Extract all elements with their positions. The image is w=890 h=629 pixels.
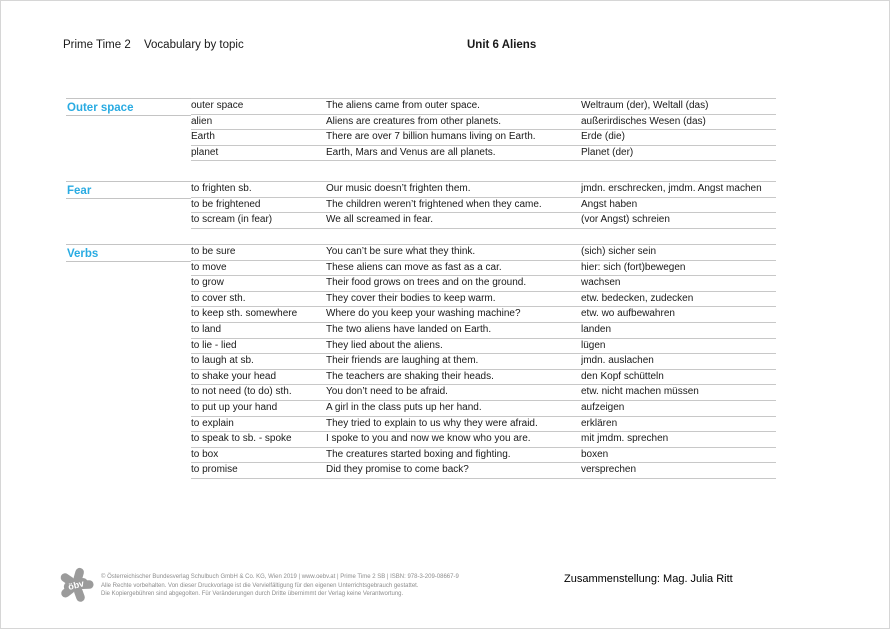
example-cell: I spoke to you and now we know who you are. (326, 433, 531, 445)
table-row (191, 146, 776, 162)
german-cell: mit jmdm. sprechen (581, 433, 669, 445)
table-row (191, 99, 776, 115)
term-cell: to frighten sb. (191, 183, 252, 194)
term-cell: to box (191, 448, 219, 460)
german-cell: Weltraum (der), Weltall (das) (581, 100, 709, 111)
table-row (191, 182, 776, 198)
term-cell: alien (191, 115, 213, 127)
term-cell: to be frightened (191, 198, 261, 210)
example-cell: Their food grows on trees and on the ground. (326, 277, 527, 289)
term-cell: to lie - lied (191, 339, 237, 351)
table-row (191, 276, 776, 292)
german-cell: erklären (581, 417, 618, 429)
example-cell: The teachers are shaking their heads. (326, 370, 494, 382)
section-rows (191, 98, 776, 161)
term-cell: to grow (191, 277, 224, 289)
table-row (191, 198, 776, 214)
example-cell: The creatures started boxing and fighting. (326, 448, 511, 460)
term-cell: to land (191, 323, 222, 335)
table-row (191, 130, 776, 146)
table-row (191, 213, 776, 229)
oebv-logo-text: öbv (67, 578, 86, 592)
table-row (191, 463, 776, 479)
german-cell: Planet (der) (581, 146, 634, 158)
copyright-line-3: Die Kopiergebühren sind abgegolten. Für Veränderungen durch Dritte übernimmt der Verlag keine Verantwortung. (101, 591, 404, 598)
term-cell: to move (191, 261, 227, 273)
table-row (191, 115, 776, 131)
example-cell: Their friends are laughing at them. (326, 355, 479, 367)
table-row (191, 417, 776, 433)
section-rows (191, 244, 776, 479)
example-cell: There are over 7 billion humans living on Earth. (326, 131, 536, 143)
copyright-line-1: © Österreichischer Bundesverlag Schulbuch GmbH & Co. KG, Wien 2019 | www.oebv.at | Prime Time 2 SB | ISBN: 978-3-209-08667-9 (101, 574, 459, 580)
german-cell: den Kopf schütteln (581, 370, 664, 382)
table-row (191, 370, 776, 386)
german-cell: etw. nicht machen müssen (581, 386, 699, 398)
german-cell: boxen (581, 448, 609, 460)
german-cell: wachsen (581, 277, 621, 289)
vocab-section (66, 244, 776, 479)
example-cell: These aliens can move as fast as a car. (326, 261, 502, 273)
table-row (191, 323, 776, 339)
german-cell: außerirdisches Wesen (das) (581, 115, 706, 127)
german-cell: lügen (581, 339, 606, 351)
german-cell: jmdn. auslachen (581, 355, 654, 367)
german-cell: aufzeigen (581, 401, 625, 413)
term-cell: to shake your head (191, 370, 277, 382)
term-cell: to laugh at sb. (191, 355, 254, 367)
copyright-block (101, 573, 521, 599)
german-cell: versprechen (581, 464, 637, 476)
example-cell: Earth, Mars and Venus are all planets. (326, 146, 496, 158)
vocab-section (66, 98, 776, 161)
table-row (191, 292, 776, 308)
term-cell: to promise (191, 464, 238, 476)
vocab-section (66, 181, 776, 229)
german-cell: (sich) sicher sein (581, 246, 657, 257)
german-cell: jmdn. erschrecken, jmdm. Angst machen (581, 183, 762, 194)
example-cell: They tried to explain to us why they were afraid. (326, 417, 538, 429)
section-label: Fear (66, 181, 191, 199)
unit-title: Unit 6 Aliens (467, 39, 537, 51)
german-cell: landen (581, 323, 612, 335)
example-cell: The two aliens have landed on Earth. (326, 323, 492, 335)
example-cell: You don’t need to be afraid. (326, 386, 448, 398)
german-cell: Erde (die) (581, 131, 625, 143)
example-cell: The children weren’t frightened when they came. (326, 198, 542, 210)
term-cell: to speak to sb. - spoke (191, 433, 292, 445)
book-title: Prime Time 2 (63, 39, 131, 51)
term-cell: to be sure (191, 246, 236, 257)
term-cell: to keep sth. somewhere (191, 308, 298, 320)
table-row (191, 401, 776, 417)
table-row (191, 432, 776, 448)
table-row (191, 385, 776, 401)
compilation-credit: Zusammenstellung: Mag. Julia Ritt (564, 573, 733, 585)
example-cell: We all screamed in fear. (326, 214, 434, 226)
term-cell: to scream (in fear) (191, 214, 273, 226)
example-cell: You can’t be sure what they think. (326, 246, 476, 257)
term-cell: to cover sth. (191, 292, 246, 304)
german-cell: etw. wo aufbewahren (581, 308, 675, 320)
section-rows (191, 181, 776, 229)
section-label: Outer space (66, 98, 191, 116)
table-row (191, 339, 776, 355)
example-cell: Our music doesn’t frighten them. (326, 183, 471, 194)
copyright-line-2: Alle Rechte vorbehalten. Von dieser Druckvorlage ist die Vervielfältigung für den eigenen Unterrichtsgebrauch gestattet. (101, 582, 419, 589)
example-cell: A girl in the class puts up her hand. (326, 401, 482, 413)
term-cell: to put up your hand (191, 401, 278, 413)
german-cell: (vor Angst) schreien (581, 214, 670, 226)
term-cell: to explain (191, 417, 234, 429)
example-cell: They cover their bodies to keep warm. (326, 292, 496, 304)
term-cell: planet (191, 146, 219, 158)
german-cell: hier: sich (fort)bewegen (581, 261, 686, 273)
header-subtitle: Vocabulary by topic (144, 39, 244, 51)
oebv-logo (57, 566, 95, 604)
example-cell: Did they promise to come back? (326, 464, 469, 476)
section-label: Verbs (66, 244, 191, 262)
example-cell: Where do you keep your washing machine? (326, 308, 521, 320)
term-cell: Earth (191, 131, 215, 143)
german-cell: etw. bedecken, zudecken (581, 292, 694, 304)
term-cell: to not need (to do) sth. (191, 386, 292, 398)
table-row (191, 261, 776, 277)
example-cell: Aliens are creatures from other planets. (326, 115, 502, 127)
german-cell: Angst haben (581, 198, 638, 210)
term-cell: outer space (191, 100, 244, 111)
table-row (191, 307, 776, 323)
table-row (191, 354, 776, 370)
example-cell: The aliens came from outer space. (326, 100, 480, 111)
table-row (191, 245, 776, 261)
example-cell: They lied about the aliens. (326, 339, 443, 351)
table-row (191, 448, 776, 464)
